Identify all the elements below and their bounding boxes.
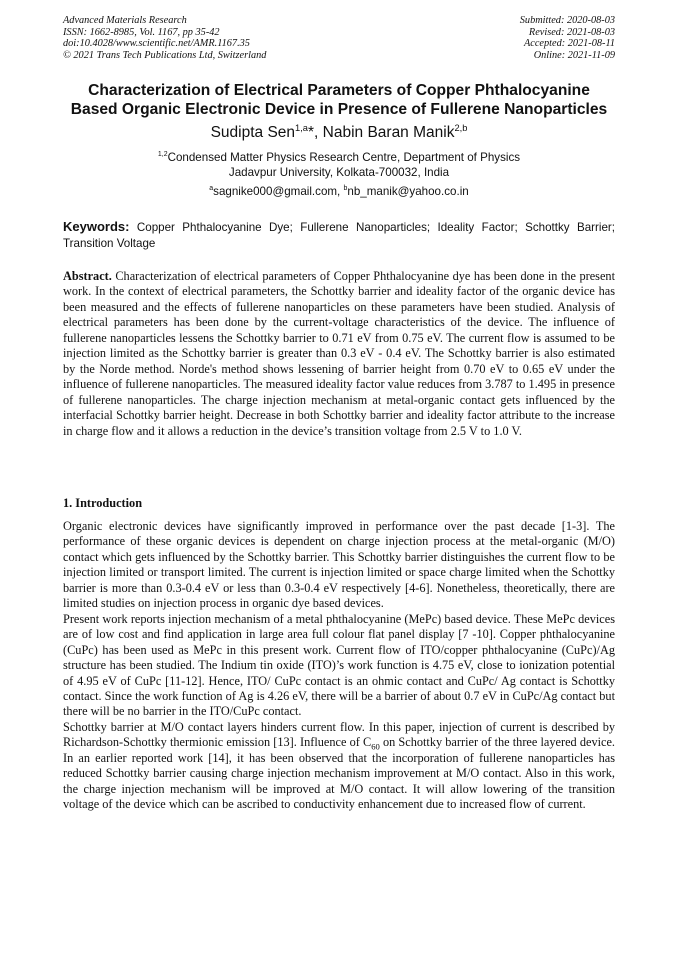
- keywords: [63, 219, 615, 251]
- submission-dates: [520, 15, 615, 61]
- abstract-label: Abstract.: [63, 269, 112, 283]
- journal-doi[interactable]: doi:10.4028/www.scientific.net/AMR.1167.35: [63, 38, 250, 50]
- affiliation-line-2: Jadavpur University, Kolkata-700032, India: [228, 166, 450, 179]
- introduction-body: [63, 519, 615, 813]
- intro-paragraph-2: Present work reports injection mechanism of a metal phthalocyanine (MePc) based device. These MePc devices are of low cost and find application in large area full colour flat panel display [7 -10]. Copper phthalocyanine (CuPc) has been used as MePc in this present work. Current flow of ITO/copper phthalocyanine (CuPc)/Ag structure has been studied. The Indium tin oxide (ITO)’s work function is 4.75 eV, close to ionization potential of 4.95 eV of CuPc [11-12]. Hence, ITO/ CuPc contact is an ohmic contact and CuPc/ Ag contact is Schottky contact. Since the work function of Ag is 4.26 eV, there will be a barrier of about 0.7 eV in CuPc/Ag contact but there will be no barrier in the ITO/CuPc contact.: [63, 611, 615, 719]
- c60-subscript: 60: [371, 741, 380, 752]
- journal-header: [63, 15, 266, 61]
- title-line-1: Characterization of Electrical Parameters of Copper Phthalocyanine: [88, 82, 590, 99]
- intro-paragraph-3: [63, 720, 615, 813]
- email-a-link[interactable]: sagnike000@gmail.com,: [213, 185, 344, 198]
- intro-paragraph-3-part-2: on Schottky barrier of the three layered device. In an earlier reported work [14], it has been observed that the incorporation of fullerene nanoparticles has reduced Schottky barrier causing charge injection mechanism improvement at M/O contact. Also in this work, the charge injection mechanism will be improved at M/O contact. It will allow lowering of the transition voltage of the device which can be ascribed to conductivity enhancement due to increased flow of current.: [63, 735, 615, 812]
- author-1-name: Sudipta Sen: [210, 124, 296, 141]
- journal-copyright: © 2021 Trans Tech Publications Ltd, Switzerland: [63, 49, 267, 61]
- email-a-superscript: a: [209, 185, 214, 193]
- paper-title: [40, 81, 638, 119]
- abstract-text: Characterization of electrical parameters of Copper Phthalocyanine dye has been done in the present work. In the context of electrical parameters, the Schottky barrier and ideality factor of the organic device has been measured and the effects of fullerene nanoparticles on these parameters have been studied. Analysis of electrical parameters has been done by the current-voltage characteristics of the device. The influence of fullerene nanoparticles lessens the Schottky barrier to 0.71 eV from 0.75 eV. The current flow is assumed to be injection limited as the Schottky barrier is greater than 0.3 eV - 0.4 eV. The Schottky barrier is also estimated by the Norde method. Norde's method shows lessening of barrier height from 0.70 eV to 0.65 eV under the influence of fullerene nanoparticles. The measured ideality factor value reduces from 3.787 to 1.495 in presence of fullerene nanoparticles. The charge injection mechanism at metal-organic contact gets influenced by the interfacial Schottky barrier height. Decrease in both Schottky barrier and ideality factor attribute to the increase in charge flow and it allows a reduction in the device’s transition voltage from 2.5 V to 1.0 V.: [63, 269, 615, 438]
- email-b-superscript: b: [343, 185, 348, 193]
- introduction-heading: 1. Introduction: [63, 496, 143, 510]
- accepted-date: Accepted: 2021-08-11: [523, 38, 615, 50]
- revised-date: Revised: 2021-08-03: [528, 26, 615, 38]
- title-line-2: Based Organic Electronic Device in Presence of Fullerene Nanoparticles: [70, 101, 608, 118]
- author-list: [40, 123, 638, 142]
- journal-name: Advanced Materials Research: [63, 15, 187, 26]
- corresponding-author-mark: *,: [307, 124, 323, 141]
- author-2-superscript: 2,b: [454, 122, 468, 133]
- keywords-text: Copper Phthalocyanine Dye; Fullerene Nanoparticles; Ideality Factor; Schottky Barrier; Transition Voltage: [63, 221, 615, 250]
- author-emails: [40, 184, 638, 199]
- affiliation: [40, 150, 638, 180]
- email-b-link[interactable]: nb_manik@yahoo.co.in: [347, 185, 469, 198]
- online-date: Online: 2021-11-09: [533, 49, 615, 61]
- author-2-name: Nabin Baran Manik: [322, 124, 455, 141]
- affiliation-superscript: 1,2: [157, 151, 168, 159]
- abstract: [63, 269, 615, 439]
- submitted-date: Submitted: 2020-08-03: [519, 15, 615, 26]
- author-1-superscript: 1,a: [295, 122, 308, 133]
- intro-paragraph-1: Organic electronic devices have significantly improved in performance over the past decade [1-3]. The performance of these organic devices is dependent on charge injection process at the metal-organic (M/O) contact which gets influenced by the Schottky barrier. This Schottky barrier distinguishes the current flow to be injection limited or transport limited. The current is injection limited or space charge limited when the Schottky barrier is more than 0.3-0.4 eV or less than 0.3-0.4 eV respectively [4-6]. Nonetheless, theoretically, there are limited studies on injection process in organic dye based devices.: [63, 519, 615, 611]
- affiliation-line-1: Condensed Matter Physics Research Centre, Department of Physics: [167, 151, 521, 164]
- journal-issn: ISSN: 1662-8985, Vol. 1167, pp 35-42: [63, 26, 220, 38]
- keywords-label: Keywords:: [63, 219, 130, 234]
- intro-paragraph-3-part-1: Schottky barrier at M/O contact layers hinders current flow. In this paper, injection of current is described by Richardson-Schottky thermionic emission [13]. Influence of C: [63, 719, 615, 750]
